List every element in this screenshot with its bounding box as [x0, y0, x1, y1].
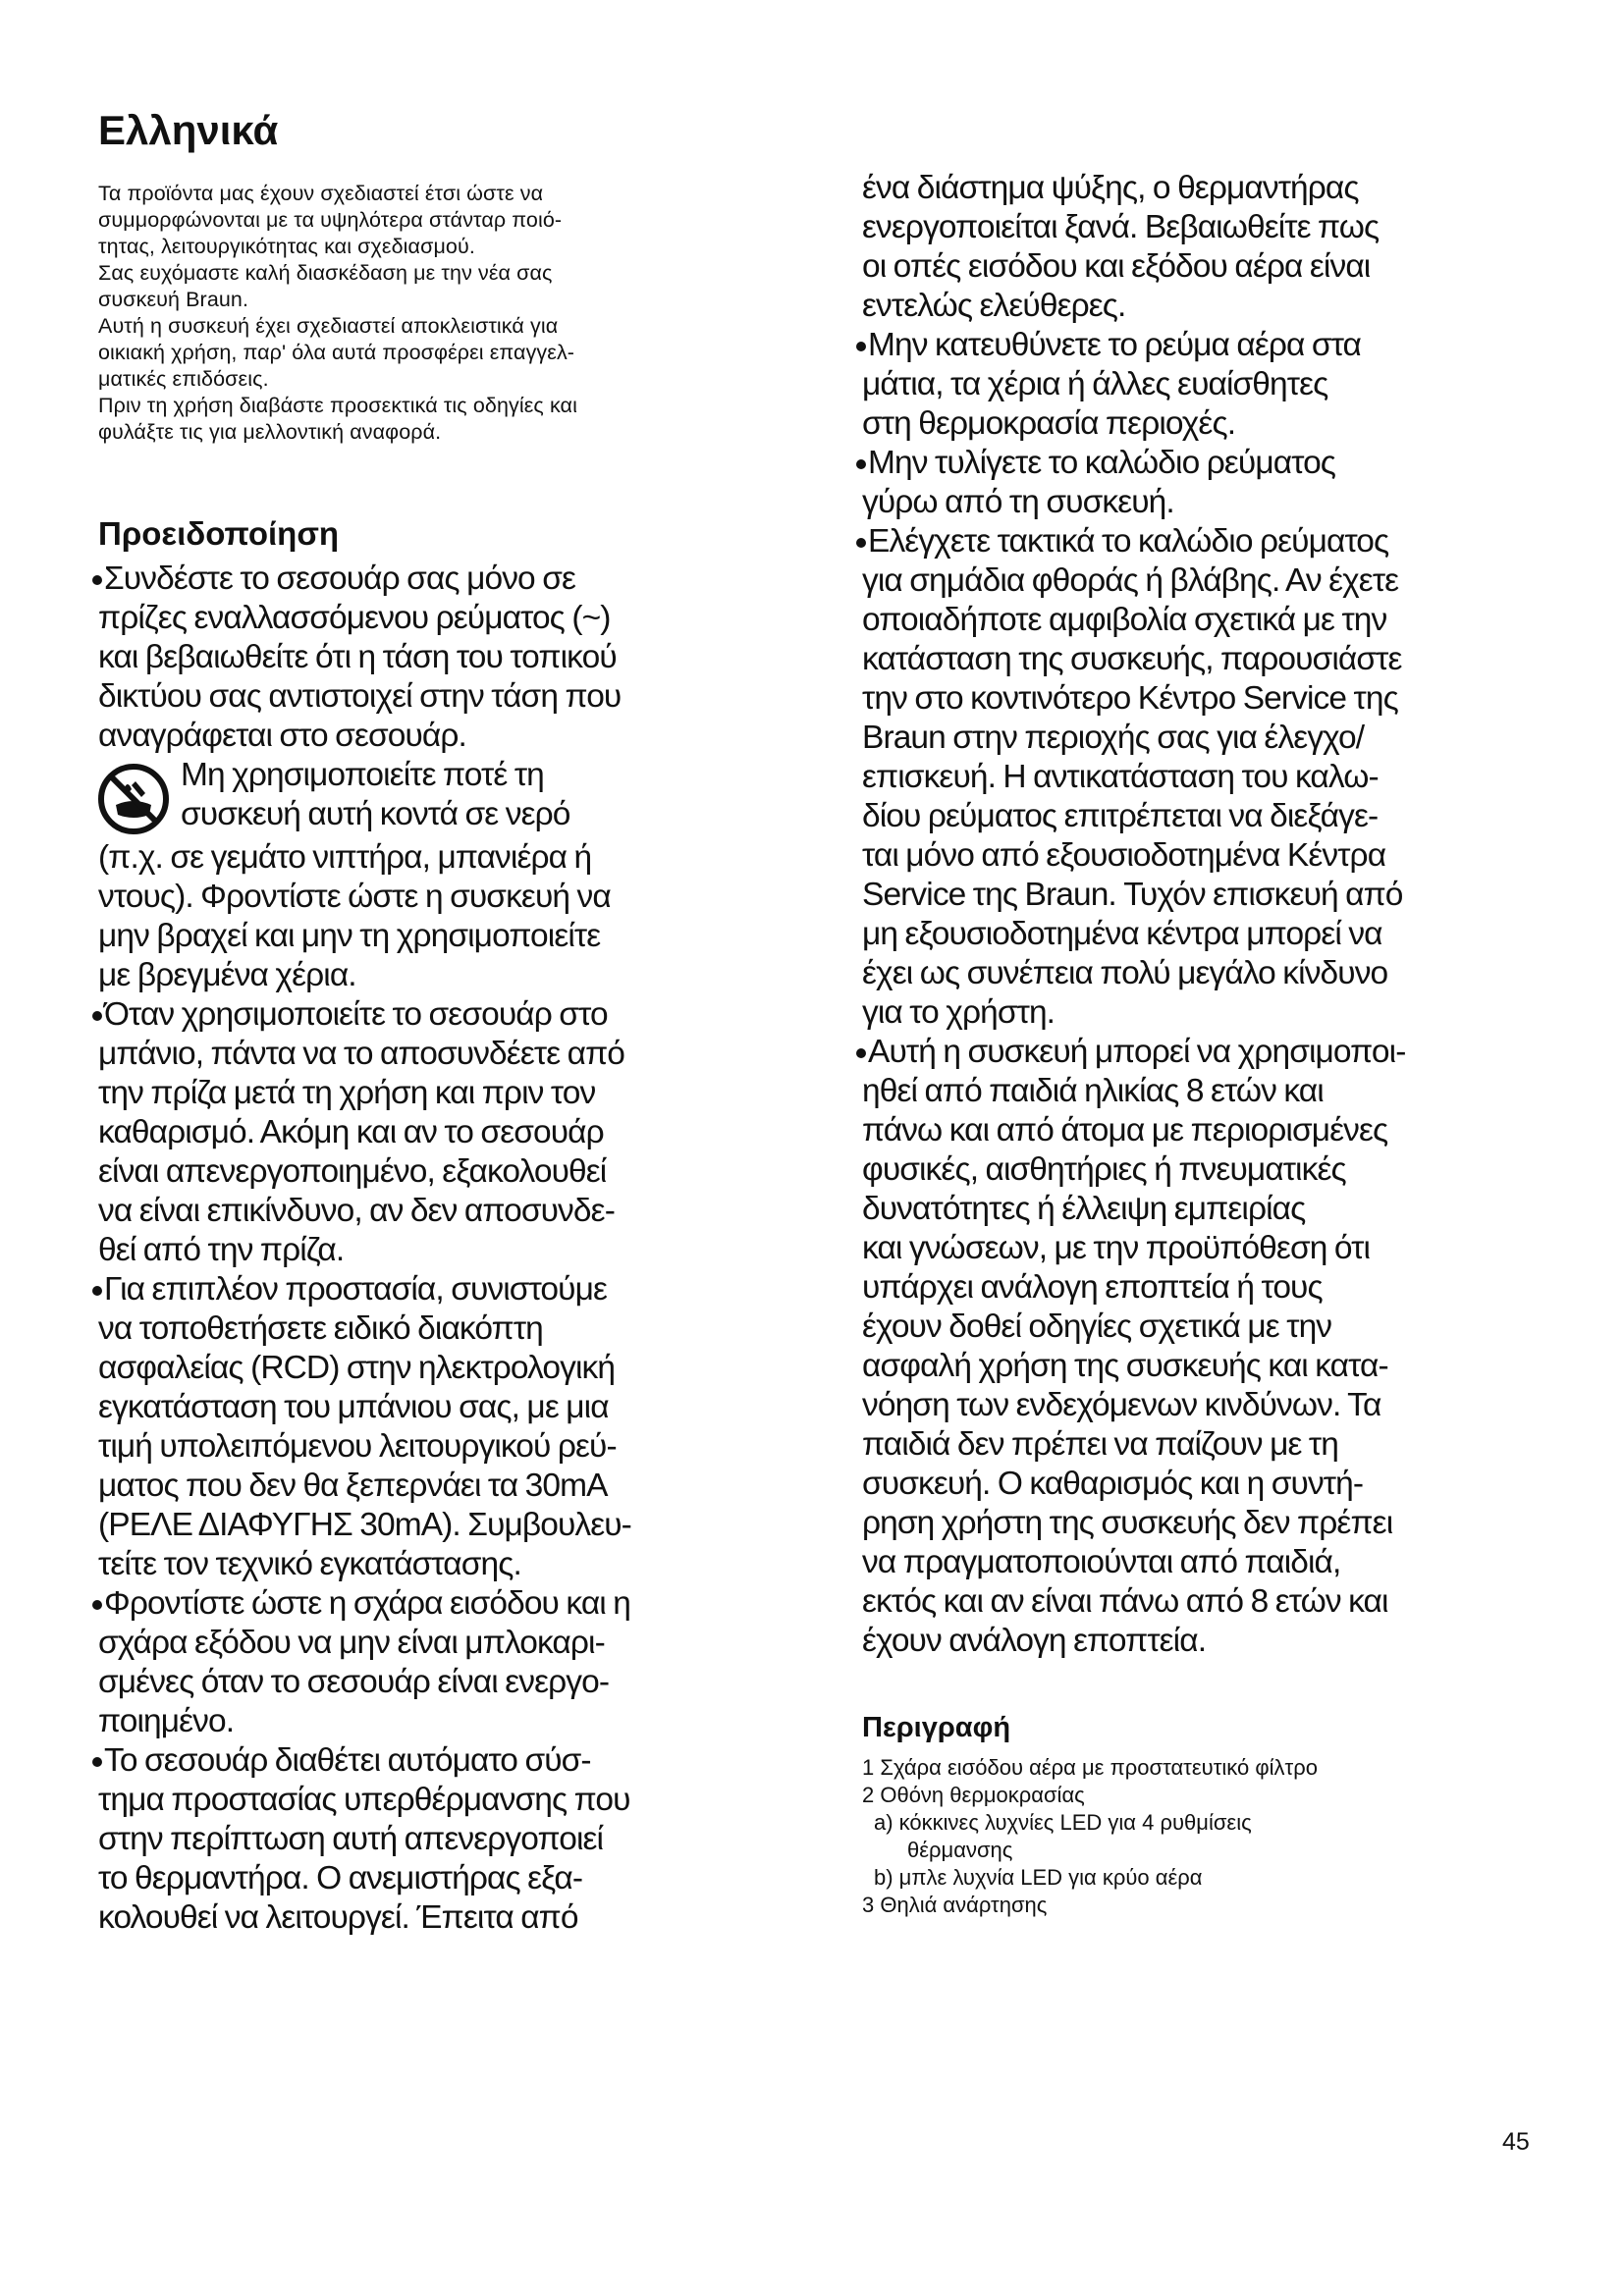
- intro-line: συμμορφώνονται με τα υψηλότερα στάνταρ ποιό-: [98, 208, 563, 233]
- warning-line: ματος που δεν θα ξεπερνάει τα 30mA: [98, 1467, 608, 1504]
- warning-line: μην βραχεί και μην τη χρησιμοποιείτε: [98, 917, 601, 954]
- warning-line: νόηση των ενδεχόμενων κινδύνων. Τα: [862, 1387, 1381, 1423]
- warning-line: για το χρήστη.: [862, 994, 1056, 1031]
- warning-line: (ΡΕΛΕ ΔΙΑΦΥΓΗΣ 30mA). Συμβουλευ-: [98, 1506, 631, 1543]
- warning-line: αναγράφεται στο σεσουάρ.: [98, 717, 466, 754]
- bullet-icon: [856, 342, 866, 351]
- warning-line: Συνδέστε το σεσουάρ σας μόνο σε: [98, 560, 800, 599]
- warning-line: να είναι επικίνδυνο, αν δεν αποσυνδε-: [98, 1192, 615, 1229]
- warning-line: γύρω από τη συσκευή.: [862, 484, 1174, 520]
- intro-line: τητας, λειτουργικότητας και σχεδιασμού.: [98, 235, 475, 259]
- bullet-icon: [92, 1600, 102, 1610]
- warning-line: Ελέγχετε τακτικά το καλώδιο ρεύματος: [862, 522, 1549, 561]
- intro-line: φυλάξτε τις για μελλοντική αναφορά.: [98, 420, 442, 445]
- warning-heading: Προειδοποίηση: [98, 515, 340, 553]
- intro-line: Σας ευχόμαστε καλή διασκέδαση με την νέα σας: [98, 261, 553, 286]
- warning-line: τείτε τον τεχνικό εγκατάστασης.: [98, 1545, 521, 1582]
- warning-line: είναι απενεργοποιημένο, εξακολουθεί: [98, 1152, 607, 1190]
- warning-line: φυσικές, αισθητήριες ή πνευματικές: [862, 1151, 1346, 1188]
- warning-line: ρηση χρήστη της συσκευής δεν πρέπει: [862, 1505, 1393, 1541]
- warning-line: ντους). Φροντίστε ώστε η συσκευή να: [98, 878, 611, 915]
- warning-line: στη θερμοκρασία περιοχές.: [862, 405, 1236, 442]
- warning-line: σμένες όταν το σεσουάρ είναι ενεργο-: [98, 1663, 610, 1700]
- warning-line: την στο κοντινότερο Κέντρο Service της: [862, 680, 1398, 717]
- warning-line: οι οπές εισόδου και εξόδου αέρα είναι: [862, 248, 1371, 285]
- warning-line: Μην κατευθύνετε το ρεύμα αέρα στα: [862, 326, 1549, 365]
- language-title: Ελληνικά: [98, 107, 279, 153]
- warning-line: Φροντίστε ώστε η σχάρα εισόδου και η: [98, 1584, 800, 1624]
- intro-line: Αυτή η συσκευή έχει σχεδιαστεί αποκλειστικά για: [98, 314, 559, 339]
- warning-line: τιμή υπολειπόμενου λειτουργικού ρεύ-: [98, 1427, 617, 1465]
- warning-line: παιδιά δεν πρέπει να παίζουν με τη: [862, 1426, 1338, 1463]
- intro-line: οικιακή χρήση, παρ' όλα αυτά προσφέρει επαγγελ-: [98, 341, 575, 365]
- bullet-icon: [856, 1048, 866, 1058]
- warning-line: ένα διάστημα ψύξης, ο θερμαντήρας: [862, 170, 1359, 206]
- warning-list-continued: [862, 169, 1549, 1661]
- warning-line: την πρίζα μετά τη χρήση και πριν τον: [98, 1074, 596, 1111]
- warning-item: [862, 1033, 1549, 1661]
- bullet-icon: [856, 538, 866, 548]
- warning-item: [98, 1270, 800, 1584]
- description-item: 2 Οθόνη θερμοκρασίας: [862, 1783, 1085, 1807]
- warning-line: Μην τυλίγετε το καλώδιο ρεύματος: [862, 444, 1549, 483]
- bullet-icon: [856, 459, 866, 469]
- intro-line: συσκευή Braun.: [98, 288, 249, 312]
- warning-line: εκτός και αν είναι πάνω από 8 ετών και: [862, 1583, 1388, 1620]
- warning-line: δίου ρεύματος επιτρέπεται να διεξάγε-: [862, 798, 1379, 834]
- description-item: 3 Θηλιά ανάρτησης: [862, 1893, 1048, 1917]
- warning-item: [98, 995, 800, 1270]
- warning-line: ενεργοποιείται ξανά. Βεβαιωθείτε πως: [862, 209, 1380, 245]
- warning-line: Service της Braun. Τυχόν επισκευή από: [862, 877, 1403, 913]
- warning-line: καθαρισμό. Ακόμη και αν το σεσουάρ: [98, 1113, 604, 1150]
- warning-line: Όταν χρησιμοποιείτε το σεσουάρ στο: [98, 995, 800, 1035]
- description-subitem: a) κόκκινες λυχνίες LED για 4 ρυθμίσεις: [874, 1810, 1252, 1835]
- right-column: [862, 169, 1549, 1919]
- warning-line: στην περίπτωση αυτή απενεργοποιεί: [98, 1820, 604, 1857]
- warning-line: να τοποθετήσετε ειδικό διακόπτη: [98, 1309, 543, 1347]
- description-item: 1 Σχάρα εισόδου αέρα με προστατευτικό φίλτρο: [862, 1755, 1318, 1780]
- warning-line: μη εξουσιοδοτημένα κέντρα μπορεί να: [862, 916, 1382, 952]
- warning-line: οποιαδήποτε αμφιβολία σχετικά με την: [862, 602, 1387, 638]
- warning-line: ασφαλή χρήση της συσκευής και κατα-: [862, 1348, 1388, 1384]
- warning-line: μπάνιο, πάντα να το αποσυνδέετε από: [98, 1035, 625, 1072]
- warning-line: υπάρχει ανάλογη εποπτεία ή τους: [862, 1269, 1323, 1306]
- warning-line: έχει ως συνέπεια πολύ μεγάλο κίνδυνο: [862, 955, 1388, 991]
- bullet-icon: [92, 1011, 102, 1021]
- warning-item: [862, 444, 1549, 522]
- warning-line: για σημάδια φθοράς ή βλάβης. Αν έχετε: [862, 562, 1399, 599]
- bullet-icon: [92, 1757, 102, 1767]
- warning-line: τημα προστασίας υπερθέρμανσης που: [98, 1781, 630, 1818]
- warning-list: [98, 560, 800, 1938]
- intro-line: ματικές επιδόσεις.: [98, 367, 269, 392]
- warning-line: Αυτή η συσκευή μπορεί να χρησιμοποι-: [862, 1033, 1549, 1072]
- warning-line: Το σεσουάρ διαθέτει αυτόματο σύσ-: [98, 1741, 800, 1781]
- warning-line: κολουθεί να λειτουργεί. Έπειτα από: [98, 1898, 578, 1936]
- warning-line: συσκευή αυτή κοντά σε νερό: [181, 795, 570, 832]
- warning-line: ποιημένο.: [98, 1702, 235, 1739]
- description-subitem: b) μπλε λυχνία LED για κρύο αέρα: [874, 1865, 1203, 1890]
- warning-item: [862, 522, 1549, 1033]
- warning-line: δικτύου σας αντιστοιχεί στην τάση που: [98, 677, 622, 715]
- page-number: 45: [1502, 2128, 1530, 2156]
- warning-line: το θερμαντήρα. Ο ανεμιστήρας εξα-: [98, 1859, 583, 1896]
- warning-line: πρίζες εναλλασσόμενου ρεύματος (~): [98, 599, 611, 636]
- intro-line: Πριν τη χρήση διαβάστε προσεκτικά τις οδηγίες και: [98, 394, 577, 418]
- warning-line: (π.χ. σε γεμάτο νιπτήρα, μπανιέρα ή: [98, 838, 592, 876]
- warning-line: πάνω και από άτομα με περιορισμένες: [862, 1112, 1388, 1148]
- warning-line: σχάρα εξόδου να μην είναι μπλοκαρι-: [98, 1624, 605, 1661]
- intro-line: Τα προϊόντα μας έχουν σχεδιαστεί έτσι ώστε να: [98, 182, 544, 206]
- warning-line: εντελώς ελεύθερες.: [862, 288, 1126, 324]
- description-list: [862, 1754, 1549, 1919]
- warning-line: να πραγματοποιούνται από παιδιά,: [862, 1544, 1341, 1580]
- bullet-icon: [92, 1286, 102, 1296]
- warning-item-water: [98, 756, 800, 995]
- bullet-icon: [92, 575, 102, 585]
- warning-item: [862, 169, 1549, 326]
- warning-line: μάτια, τα χέρια ή άλλες ευαίσθητες: [862, 366, 1328, 402]
- warning-line: Για επιπλέον προστασία, συνιστούμε: [98, 1270, 800, 1309]
- warning-line: με βρεγμένα χέρια.: [98, 956, 356, 993]
- warning-line: δυνατότητες ή έλλειψη εμπειρίας: [862, 1191, 1306, 1227]
- warning-line: κατάσταση της συσκευής, παρουσιάστε: [862, 641, 1402, 677]
- intro-text: [98, 181, 800, 446]
- warning-item: [98, 1741, 800, 1938]
- warning-line: εγκατάσταση του μπάνιου σας, με μια: [98, 1388, 609, 1425]
- warning-line: επισκευή. Η αντικατάσταση του καλω-: [862, 759, 1379, 795]
- warning-line: και βεβαιωθείτε ότι η τάση του τοπικού: [98, 638, 617, 675]
- warning-item: [862, 326, 1549, 444]
- warning-line: θεί από την πρίζα.: [98, 1231, 345, 1268]
- no-water-icon: [94, 760, 173, 838]
- warning-line: ηθεί από παιδιά ηλικίας 8 ετών και: [862, 1073, 1324, 1109]
- warning-line: ται μόνο από εξουσιοδοτημένα Κέντρα: [862, 837, 1386, 874]
- left-column: [98, 108, 800, 1938]
- warning-line: έχουν ανάλογη εποπτεία.: [862, 1623, 1207, 1659]
- warning-line: Μη χρησιμοποιείτε ποτέ τη: [181, 756, 544, 793]
- warning-line: έχουν δοθεί οδηγίες σχετικά με την: [862, 1308, 1332, 1345]
- warning-item: [98, 560, 800, 756]
- warning-line: και γνώσεων, με την προϋπόθεση ότι: [862, 1230, 1370, 1266]
- description-subitem-continued: θέρμανσης: [907, 1838, 1013, 1862]
- warning-item: [98, 1584, 800, 1741]
- warning-line: Braun στην περιοχής σας για έλεγχο/: [862, 720, 1365, 756]
- description-heading: Περιγραφή: [862, 1712, 1011, 1743]
- warning-line: συσκευή. Ο καθαρισμός και η συντή-: [862, 1466, 1364, 1502]
- warning-line: ασφαλείας (RCD) στην ηλεκτρολογική: [98, 1349, 616, 1386]
